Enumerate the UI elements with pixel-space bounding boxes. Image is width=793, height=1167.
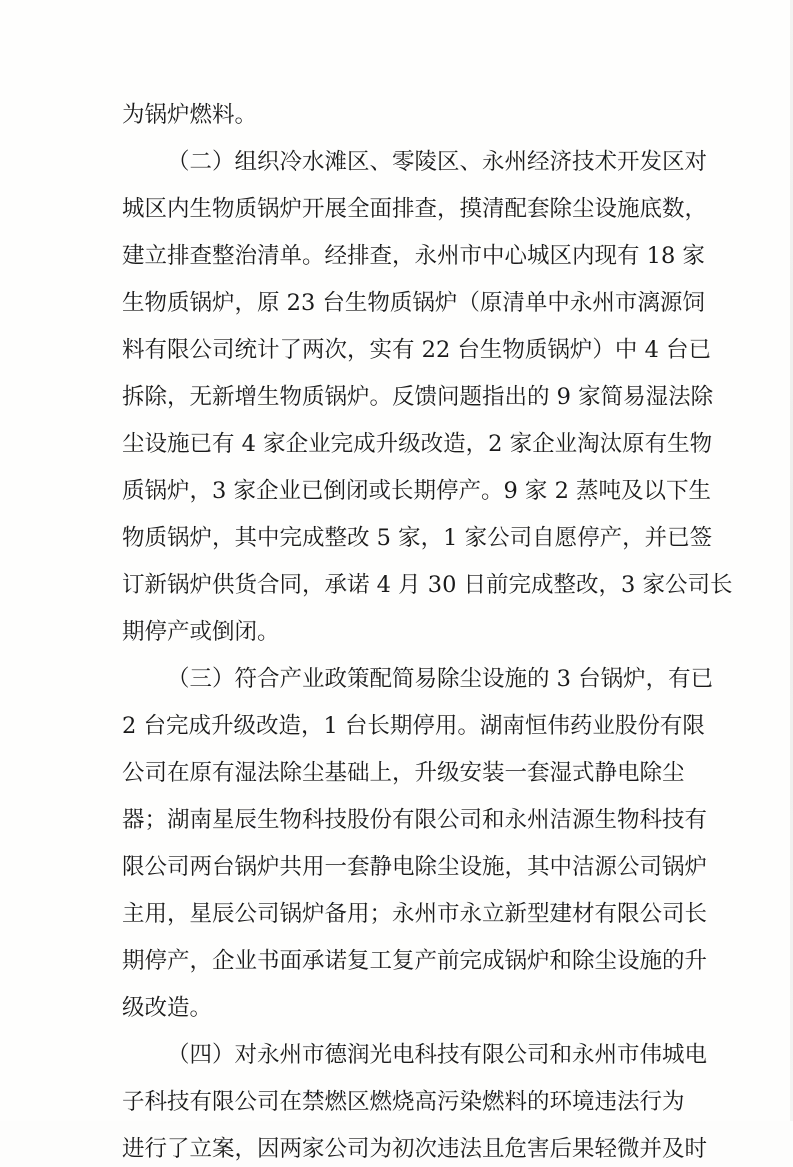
paragraph-4-start: （四）对永州市德润光电科技有限公司和永州市伟城电 [167, 1042, 708, 1068]
paragraph-3-start: （三）符合产业政策配简易除尘设施的 3 台锅炉，有已 [167, 666, 714, 692]
text-line: 期停产或倒闭。 [122, 619, 280, 645]
text-line: 级改造。 [122, 995, 213, 1021]
text-line: 限公司两台锅炉共用一套静电除尘设施，其中洁源公司锅炉 [122, 854, 708, 880]
text-line: 2 台完成升级改造，1 台长期停用。湖南恒伟药业股份有限 [122, 713, 705, 739]
text-line: 器；湖南星辰生物科技股份有限公司和永州洁源生物科技有 [122, 807, 708, 833]
text-line: 建立排查整治清单。经排查，永州市中心城区内现有 18 家 [122, 243, 705, 269]
text-line: 公司在原有湿法除尘基础上，升级安装一套湿式静电除尘 [122, 760, 685, 786]
text-line: 生物质锅炉，原 23 台生物质锅炉（原清单中永州市漓源饲 [122, 290, 705, 316]
text-line: 拆除，无新增生物质锅炉。反馈问题指出的 9 家简易湿法除 [122, 384, 714, 410]
text-line: 料有限公司统计了两次，实有 22 台生物质锅炉）中 4 台已 [122, 337, 712, 363]
text-line: 进行了立案，因两家公司为初次违法且危害后果轻微并及时 [122, 1136, 708, 1162]
text-line: 主用，星辰公司锅炉备用；永州市永立新型建材有限公司长 [122, 901, 708, 927]
text-line: 子科技有限公司在禁燃区燃烧高污染燃料的环境违法行为 [122, 1089, 685, 1115]
text-line: 期停产，企业书面承诺复工复产前完成锅炉和除尘设施的升 [122, 948, 708, 974]
text-line: 订新锅炉供货合同，承诺 4 月 30 日前完成整改，3 家公司长 [122, 572, 733, 598]
paragraph-2-start: （二）组织冷水滩区、零陵区、永州经济技术开发区对 [167, 149, 708, 175]
text-line: 为锅炉燃料。 [122, 102, 258, 128]
text-line: 质锅炉，3 家企业已倒闭或长期停产。9 家 2 蒸吨及以下生 [122, 478, 712, 504]
text-line: 物质锅炉，其中完成整改 5 家，1 家公司自愿停产，并已签 [122, 525, 713, 551]
text-line: 城区内生物质锅炉开展全面排查，摸清配套除尘设施底数， [122, 196, 708, 222]
text-line: 尘设施已有 4 家企业完成升级改造，2 家企业淘汰原有生物 [122, 431, 713, 457]
